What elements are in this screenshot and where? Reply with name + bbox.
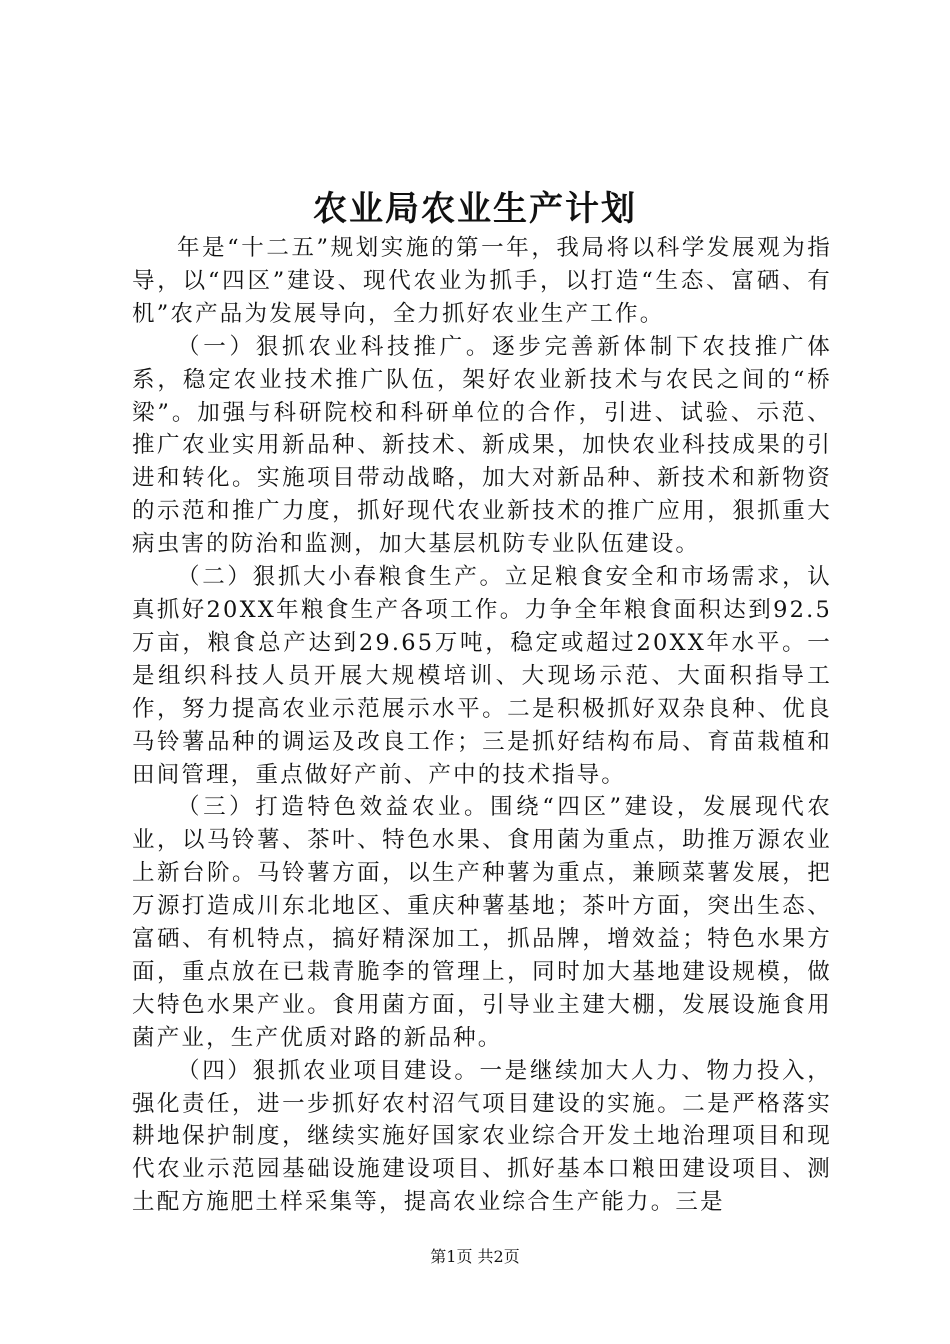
document-title: 农业局农业生产计划 bbox=[313, 189, 637, 229]
paragraph-section-1: （一）狠抓农业科技推广。逐步完善新体制下农技推广体系，稳定农业技术推广队伍，架好农业新技术与农民之间的“桥梁”。加强与科研院校和科研单位的合作，引进、试验、示范、推广农业实用新品种、新技术、新成果，加快农业科技成果的引进和转化。实施项目带动战略，加大对新品种、新技术和新物资的示范和推广力度，抓好现代农业新技术的推广应用，狠抓重大病虫害的防治和监测，加大基层机防专业队伍建设。 bbox=[132, 333, 832, 558]
paragraph-intro: 年是“十二五”规划实施的第一年，我局将以科学发展观为指导，以“四区”建设、现代农业为抓手，以打造“生态、富硒、有机”农产品为发展导向，全力抓好农业生产工作。 bbox=[132, 235, 832, 327]
paragraph-section-2: （二）狠抓大小春粮食生产。立足粮食安全和市场需求，认真抓好20XX年粮食生产各项工作。力争全年粮食面积达到92.5万亩，粮食总产达到29.65万吨，稳定或超过20XX年水平。一是组织科技人员开展大规模培训、大现场示范、大面积指导工作，努力提高农业示范展示水平。二是积极抓好双杂良种、优良马铃薯品种的调运及改良工作；三是抓好结构布局、育苗栽植和田间管理，重点做好产前、产中的技术指导。 bbox=[132, 564, 832, 788]
paragraph-section-4: （四）狠抓农业项目建设。一是继续加大人力、物力投入，强化责任，进一步抓好农村沼气项目建设的实施。二是严格落实耕地保护制度，继续实施好国家农业综合开发土地治理项目和现代农业示范园基础设施建设项目、抓好基本口粮田建设项目、测土配方施肥土样采集等，提高农业综合生产能力。三是 bbox=[132, 1057, 832, 1216]
page-footer: 第1页 共2页 bbox=[430, 1247, 520, 1266]
paragraph-section-3: （三）打造特色效益农业。围绕“四区”建设，发展现代农业，以马铃薯、茶叶、特色水果、食用菌为重点，助推万源农业上新台阶。马铃薯方面，以生产种薯为重点，兼顾菜薯发展，把万源打造成川东北地区、重庆种薯基地；茶叶方面，突出生态、富硒、有机特点，搞好精深加工，抓品牌，增效益；特色水果方面，重点放在已栽青脆李的管理上，同时加大基地建设规模，做大特色水果产业。食用菌方面，引导业主建大棚，发展设施食用菌产业，生产优质对路的新品种。 bbox=[132, 794, 832, 1051]
document-body bbox=[132, 232, 832, 1219]
